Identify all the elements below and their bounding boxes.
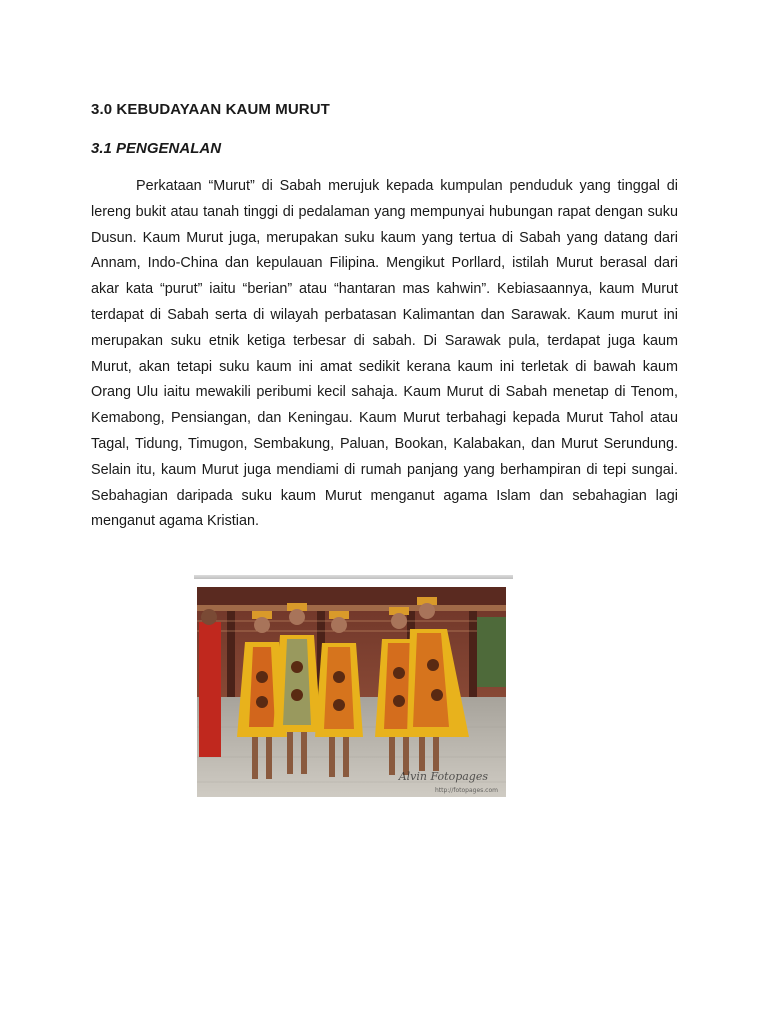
photo-watermark-url: http://fotopages.com	[434, 787, 498, 794]
body-paragraph: Perkataan “Murut” di Sabah merujuk kepada kumpulan penduduk yang tinggal di lereng bukit atau tanah tinggi di pedalaman yang mempunyai hubungan rapat dengan suku Dusun. Kaum Murut juga, merupakan suku kaum yang tertua di Sabah yang datang dari Annam, Indo-China dan kepulauan Filipina. Mengikut Porllard, istilah Murut berasal dari akar kata “purut” iaitu “berian” atau “hantaran mas kahwin”. Kebiasaannya, kaum Murut terdapat di Sabah serta di wilayah perbatasan Kalimantan dan Sarawak. Kaum murut ini merupakan suku etnik ketiga terbesar di sabah. Di Sarawak pula, terdapat juga kaum Murut, akan tetapi suku kaum ini amat sedikit kerana kaum ini terletak di bawah kaum Orang Ulu iaitu mewakili peribumi kecil sahaja. Kaum Murut di Sabah menetap di Tenom, Kemabong, Pensiangan, dan Keningau. Kaum Murut terbahagi kepada Murut Tahol atau Tagal, Tidung, Timugon, Sembakung, Paluan, Bookan, Kalabakan, dan Murut Serundung. Selain itu, kaum Murut juga mendiami di rumah panjang yang berhampiran di tepi sungai. Sebahagian daripada suku kaum Murut menganut agama Islam dan sebahagian lagi menganut agama Kristian.	[91, 178, 678, 530]
subsection-heading: 3.1 PENGENALAN	[91, 140, 222, 157]
murut-dancers-photo	[197, 587, 506, 797]
figure	[194, 575, 513, 801]
figure-top-rule	[194, 575, 513, 579]
section-heading: 3.0 KEBUDAYAAN KAUM MURUT	[91, 101, 330, 118]
photo-watermark: Alvin Fotopages	[398, 770, 488, 783]
